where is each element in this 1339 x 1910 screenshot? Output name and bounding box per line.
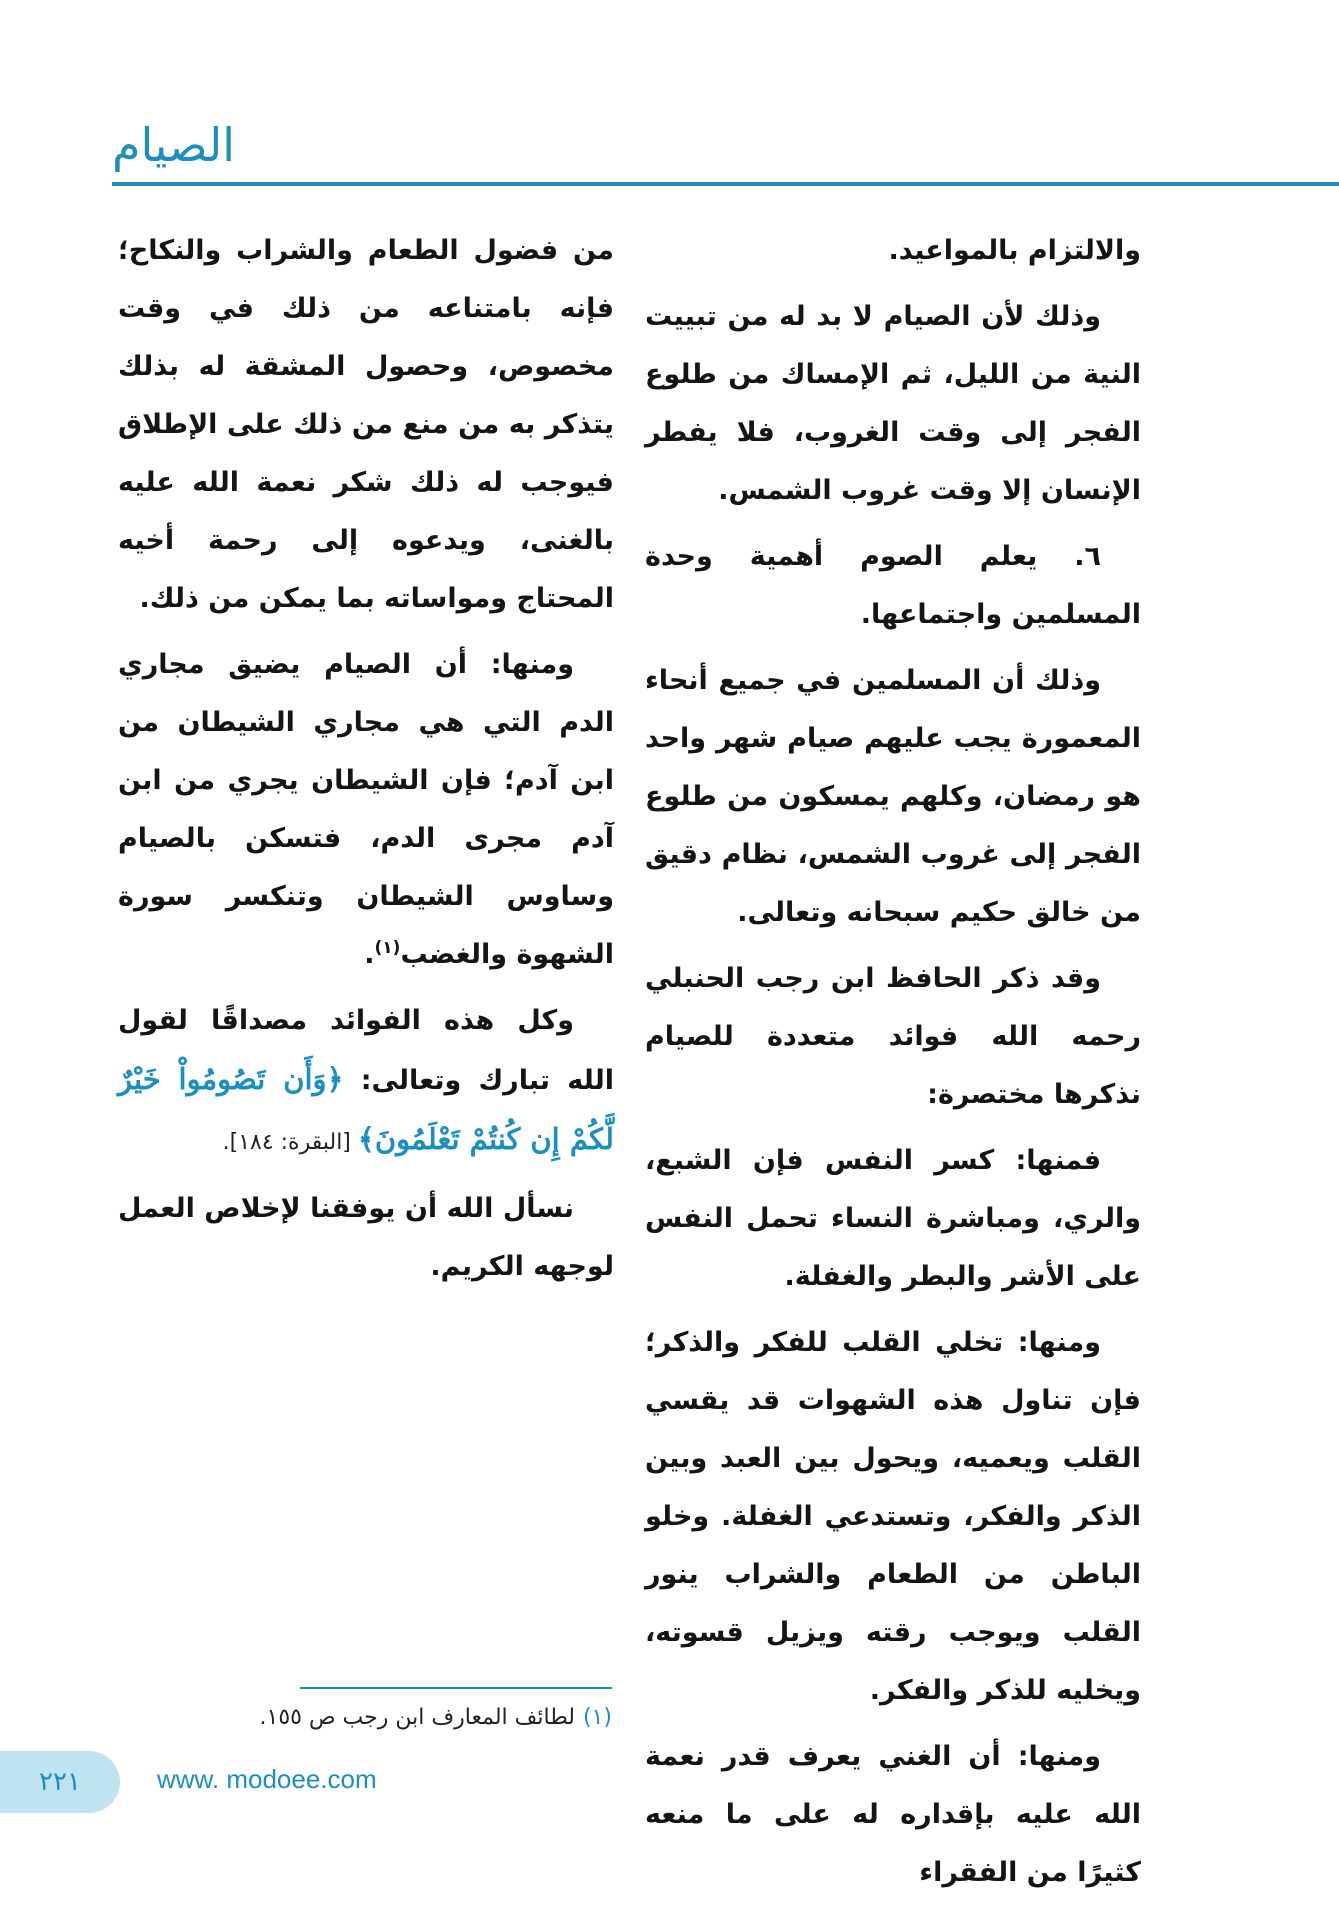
footnote-marker[interactable]: (١) [374,938,401,958]
numbered-heading: ٦. يعلم الصوم أهمية وحدة المسلمين واجتماعها. [645,541,1141,630]
paragraph-lead: فمنها: [1015,1145,1101,1176]
paragraph-text: كسر النفس فإن الشبع، والري، ومباشرة النساء تحمل النفس على الأشر والبطر والغفلة. [645,1145,1141,1292]
page-number: ٢٢١ [39,1767,81,1797]
paragraph: نسأل الله أن يوفقنا لإخلاص العمل لوجهه الكريم. [118,1193,614,1282]
paragraph [645,1314,1141,1720]
paragraph [645,1728,1141,1902]
paragraph [645,1132,1141,1306]
paragraph: وذلك لأن الصيام لا بد له من تبييت النية من الليل، ثم الإمساك من طلوع الفجر إلى وقت الغروب، فلا يفطر الإنسان إلا وقت غروب الشمس. [645,301,1141,506]
paragraph: والالتزام بالمواعيد. [888,235,1141,266]
header-divider [112,182,1339,186]
page-title: الصيام [112,118,236,172]
footnote [160,1700,612,1736]
paragraph-text: أن الغني يعرف قدر نعمة الله عليه بإقداره له على ما منعه كثيرًا من الفقراء [645,1741,1141,1888]
paragraph-text: وكل هذه الفوائد مصداقًا لقول الله تبارك وتعالى: [118,1005,614,1096]
paragraph-text: أن الصيام يضيق مجاري الدم التي هي مجاري الشيطان من ابن آدم؛ فإن الشيطان يجري من ابن آدم مجرى الدم، فتسكن بالصيام وساوس الشيطان وتنكسر سورة الشهوة والغضب [118,649,614,970]
left-column [118,222,614,1304]
website-link[interactable]: www. modoee.com [157,1764,377,1794]
paragraph-lead: ومنها: [1017,1327,1101,1358]
paragraph [118,992,614,1172]
quran-verse: ﴿وَأَن تَصُومُواْ خَيْرٌ لَّكُمْ إِن كُنتُمْ تَعْلَمُونَ﴾ [118,1062,614,1156]
paragraph [118,636,614,984]
paragraph-lead: ومنها: [490,649,574,680]
paragraph-end: . [364,939,375,970]
paragraph: وذلك أن المسلمين في جميع أنحاء المعمورة يجب عليهم صيام شهر واحد هو رمضان، وكلهم يمسكون من طلوع الفجر إلى غروب الشمس، نظام دقيق من خالق حكيم سبحانه وتعالى. [645,665,1141,928]
paragraph-lead: ومنها: [1017,1741,1101,1772]
footnote-number: (١) [582,1705,612,1730]
paragraph: من فضول الطعام والشراب والنكاح؛ فإنه بامتناعه من ذلك في وقت مخصوص، وحصول المشقة له بذلك يتذكر به من منع من ذلك على الإطلاق فيوجب له ذلك شكر نعمة الله عليه بالغنى، ويدعوه إلى رحمة أخيه المحتاج ومواساته بما يمكن من ذلك. [118,235,614,614]
verse-reference: [البقرة: ١٨٤]. [222,1130,358,1155]
page-number-badge [0,1751,120,1813]
right-column [645,222,1141,1910]
footnote-text: لطائف المعارف ابن رجب ص ١٥٥. [259,1705,575,1730]
paragraph: وقد ذكر الحافظ ابن رجب الحنبلي رحمه الله فوائد متعددة للصيام نذكرها مختصرة: [645,963,1141,1110]
paragraph-text: تخلي القلب للفكر والذكر؛ فإن تناول هذه الشهوات قد يقسي القلب ويعميه، ويحول بين العبد وبين الذكر والفكر، وتستدعي الغفلة. وخلو الباطن من الطعام والشراب ينور القلب ويوجب رقته ويزيل قسوته، ويخليه للذكر والفكر. [645,1327,1141,1706]
footnote-divider [300,1687,612,1689]
